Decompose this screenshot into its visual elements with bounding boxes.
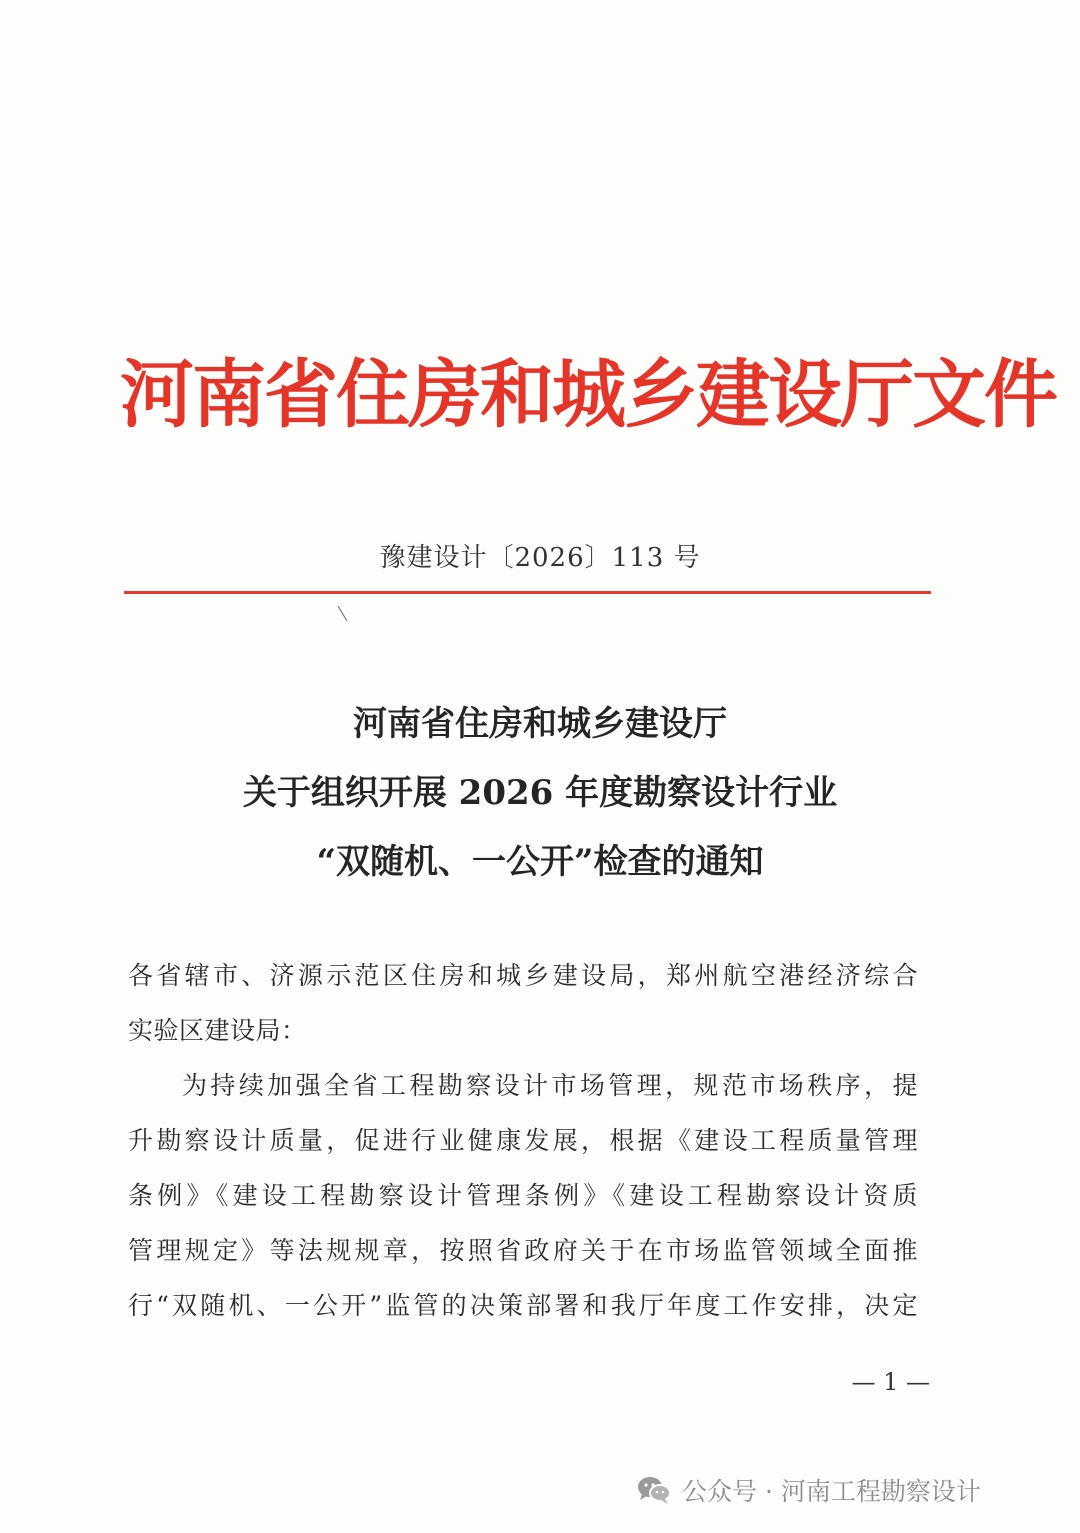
document-number: 豫建设计〔2026〕113 号 (379, 543, 701, 573)
page-number: — 1 — (851, 1368, 930, 1396)
body-line: 为持续加强全省工程勘察设计市场管理，规范市场秩序，提 (182, 1071, 918, 1100)
body-line: 条例》《建设工程勘察设计管理条例》《建设工程勘察设计资质 (128, 1181, 918, 1210)
body-line: 行“双随机、一公开”监管的决策部署和我厅年度工作安排，决定 (128, 1291, 918, 1320)
document-title-line-3: “双随机、一公开”检查的通知 (316, 842, 764, 882)
document-body (128, 948, 918, 1333)
issuer-header-title: 河南省住房和城乡建设厅文件 (120, 352, 1056, 438)
document-title-line-2: 关于组织开展 2026 年度勘察设计行业 (242, 773, 838, 813)
body-line: 实验区建设局： (128, 1016, 307, 1045)
document-title-line-1: 河南省住房和城乡建设厅 (353, 704, 727, 744)
document-title (120, 690, 960, 897)
body-line: 升勘察设计质量，促进行业健康发展，根据《建设工程质量管理 (128, 1126, 918, 1155)
body-line: 管理规定》等法规规章，按照省政府关于在市场监管领域全面推 (128, 1236, 918, 1265)
wechat-watermark (636, 1466, 981, 1514)
red-divider-line (124, 591, 931, 594)
scan-mark (336, 604, 350, 624)
body-line: 各省辖市、济源示范区住房和城乡建设局，郑州航空港经济综合 (128, 961, 918, 990)
wechat-icon (636, 1474, 672, 1506)
watermark-text: 公众号 · 河南工程勘察设计 (682, 1477, 981, 1506)
